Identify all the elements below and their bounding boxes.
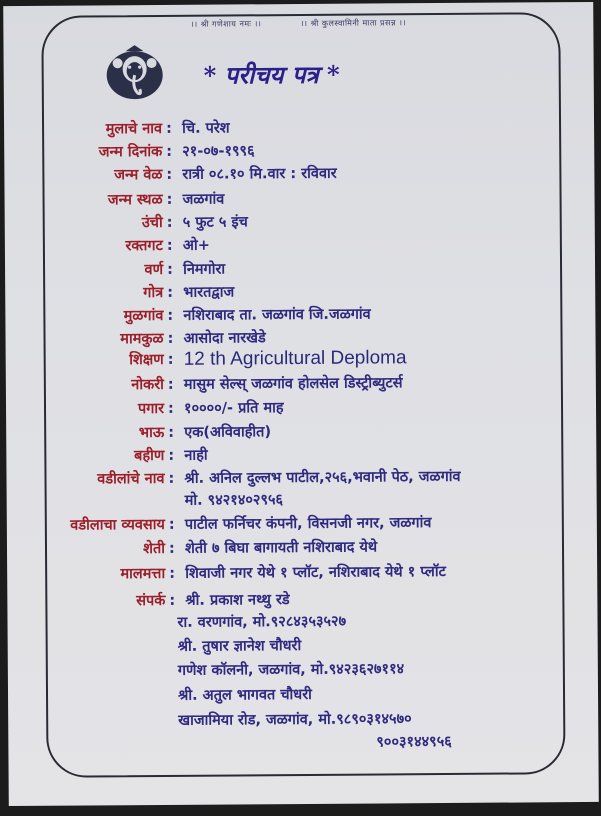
separator-colon: :: [166, 191, 173, 208]
detail-value: नशिराबाद ता. जळगांव जि.जळगांव: [183, 306, 371, 324]
detail-value: चि. परेश: [182, 120, 230, 137]
separator-colon: :: [167, 400, 174, 417]
contact-line: श्री. अतुल भागवत चौधरी: [177, 686, 312, 704]
detail-label: जन्म स्थळ: [107, 191, 163, 209]
separator-colon: :: [166, 120, 172, 137]
detail-value-continued: मो. ९४२१४०२९५६: [184, 492, 284, 509]
detail-row: [45, 256, 575, 282]
separator-colon: :: [166, 237, 173, 254]
separator-colon: :: [168, 424, 175, 441]
detail-label: वडीलाचा व्यवसाय: [70, 516, 165, 534]
slogan-left: ।। श्री गणेशाय नमः ।।: [190, 19, 262, 29]
detail-row: [46, 419, 576, 445]
detail-label: भाऊ: [138, 424, 165, 442]
detail-row: [46, 442, 576, 468]
separator-colon: :: [168, 540, 175, 557]
detail-row: [44, 138, 574, 164]
detail-row: [44, 115, 574, 141]
page-title: * परीचय पत्र *: [203, 59, 340, 90]
detail-label: गोत्र: [143, 284, 164, 302]
detail-value: १००००/- प्रति माह: [183, 400, 284, 417]
detail-label: पगार: [137, 400, 165, 418]
ganesha-logo-icon: [103, 45, 165, 101]
detail-row: [46, 346, 576, 372]
contact-line: ९००३१४४९५६: [376, 733, 452, 751]
detail-label: वडीलांचे नाव: [97, 470, 165, 488]
detail-value: श्री. प्रकाश नथ्थु रडे: [185, 592, 290, 609]
separator-colon: :: [168, 470, 175, 487]
detail-value: एक(अविवाहीत): [184, 424, 272, 441]
detail-value: मासुम सेल्स् जळगांव होलसेल डिस्ट्रीब्युटर्स: [183, 375, 403, 393]
detail-value: निमगोरा: [183, 261, 226, 278]
detail-row: [45, 302, 575, 328]
detail-label: संपर्क: [136, 592, 166, 610]
detail-value: २१-०७-१९९६: [182, 143, 255, 160]
detail-label: जन्म दिनांक: [98, 143, 163, 161]
contact-line: श्री. तुषार ज्ञानेश चौधरी: [177, 638, 302, 655]
contact-line: रा. वरणगांव, मो.९२८४३५३५२७: [177, 613, 347, 631]
separator-colon: :: [169, 565, 176, 582]
detail-row: [47, 587, 577, 613]
detail-label: वर्ण: [144, 261, 164, 279]
separator-colon: :: [167, 284, 174, 301]
document-page: [3, 2, 599, 806]
detail-row: [45, 232, 575, 258]
detail-value: जळगांव: [182, 191, 225, 208]
separator-colon: :: [166, 143, 173, 160]
contact-line: खाजामिया रोड, जळगांव, मो.९८९०३१४५७०: [178, 711, 412, 729]
detail-label: बहीण: [134, 447, 165, 465]
detail-row: [46, 371, 576, 397]
detail-value: पाटील फर्निचर कंपनी, विसनजी नगर, जळगांव: [184, 515, 432, 533]
detail-row: [47, 535, 577, 561]
separator-colon: :: [167, 376, 174, 393]
detail-label: मुलाचे नाव: [105, 120, 163, 138]
detail-label: रक्तगट: [125, 237, 163, 255]
separator-colon: :: [167, 330, 174, 347]
detail-label: जन्म वेळ: [114, 166, 163, 184]
detail-row: [47, 511, 577, 537]
detail-label: उंची: [141, 214, 163, 232]
detail-value: ओ+: [182, 237, 210, 254]
detail-value: 12 th Agricultural Deploma: [183, 347, 407, 370]
detail-row: [47, 560, 577, 586]
separator-colon: :: [169, 592, 176, 609]
detail-row: [45, 279, 575, 305]
separator-colon: :: [168, 516, 175, 533]
detail-label: मुळगांव: [123, 307, 164, 325]
detail-value: ५ फुट ५ इंच: [182, 214, 248, 231]
detail-row: [46, 465, 576, 491]
detail-label: नोकरी: [131, 376, 164, 394]
separator-colon: :: [167, 351, 174, 368]
detail-row: [45, 209, 575, 235]
separator-colon: :: [166, 166, 173, 183]
separator-colon: :: [168, 447, 175, 464]
slogan-right: ।। श्री कुलस्वामिनी माता प्रसन्न ।।: [300, 18, 407, 28]
detail-row: [44, 186, 574, 212]
separator-colon: :: [167, 307, 174, 324]
detail-value: शेती ७ बिघा बागायती नशिराबाद येथे: [184, 539, 378, 557]
detail-value: आसोदा नारखेडे: [183, 330, 266, 347]
detail-value: रात्री ०८.१० मि.वार : रविवार: [182, 165, 337, 183]
detail-value: शिवाजी नगर येथे १ प्लॉट, नशिराबाद येथे १ प्लॉट: [185, 563, 446, 582]
detail-label: शेती: [143, 540, 166, 558]
separator-colon: :: [167, 261, 173, 278]
separator-colon: :: [166, 214, 173, 231]
detail-value: श्री. अनिल दुल्लभ पाटील,२५६,भवानी पेठ, जळगांव: [184, 468, 461, 487]
detail-row: [44, 161, 574, 187]
detail-label: शिक्षण: [129, 351, 164, 369]
detail-value: नाही: [184, 447, 208, 464]
contact-line: गणेश कॉलनी, जळगांव, मो.९४२३६२७११४: [177, 661, 405, 679]
detail-value: भारतद्वाज: [183, 284, 235, 301]
detail-label: मामकुळ: [120, 330, 164, 348]
detail-label: मालमत्ता: [120, 565, 166, 583]
detail-row: [46, 395, 576, 421]
